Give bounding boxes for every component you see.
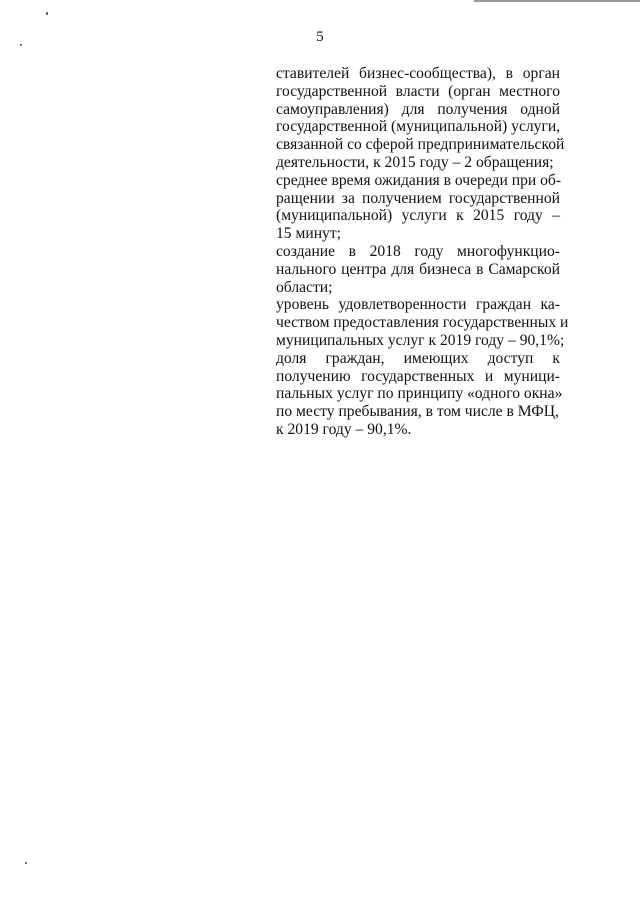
text-line: создание в 2018 году многофункцио- bbox=[276, 242, 560, 260]
text-line: по месту пребывания, в том числе в МФЦ, bbox=[276, 403, 559, 421]
text-line: уровень удовлетворенности граждан ка- bbox=[276, 296, 560, 314]
text-line: ставителей бизнес-сообщества), в орган bbox=[276, 65, 560, 82]
paragraph bbox=[276, 243, 560, 296]
text-line: чеством предоставления государственных и bbox=[276, 314, 569, 332]
text-line: деятельности, к 2015 году – 2 обращения; bbox=[276, 153, 554, 171]
text-line: пальных услуг по принципу «одного окна» bbox=[276, 385, 563, 403]
page-number: 5 bbox=[316, 29, 324, 45]
paragraph bbox=[276, 172, 560, 243]
body-text bbox=[276, 65, 569, 439]
text-line: ращении за получением государственной bbox=[276, 189, 560, 207]
scan-speck bbox=[46, 12, 48, 15]
text-line: (муниципальной) услуги к 2015 году – bbox=[276, 207, 560, 225]
paragraph bbox=[276, 65, 565, 172]
text-line: среднее время ожидания в очереди при об- bbox=[276, 171, 562, 189]
scan-speck bbox=[25, 862, 27, 864]
text-line: связанной со сферой предпринимательской bbox=[276, 136, 565, 154]
text-line: получению государственных и муници- bbox=[276, 367, 560, 385]
text-line: государственной (муниципальной) услуги, bbox=[276, 118, 561, 136]
paragraph bbox=[276, 349, 563, 439]
text-line: области; bbox=[276, 278, 333, 296]
text-line: государственной власти (орган местного bbox=[276, 82, 560, 100]
text-line: самоуправления) для получения одной bbox=[276, 100, 560, 118]
text-line: 15 минут; bbox=[276, 225, 341, 243]
text-line: нального центра для бизнеса в Самарской bbox=[276, 260, 560, 278]
text-line: к 2019 году – 90,1%. bbox=[276, 420, 412, 438]
paragraph bbox=[276, 296, 569, 349]
top-edge-rule bbox=[474, 0, 640, 2]
text-line: доля граждан, имеющих доступ к bbox=[276, 349, 560, 367]
text-line: муниципальных услуг к 2019 году – 90,1%; bbox=[276, 331, 565, 349]
